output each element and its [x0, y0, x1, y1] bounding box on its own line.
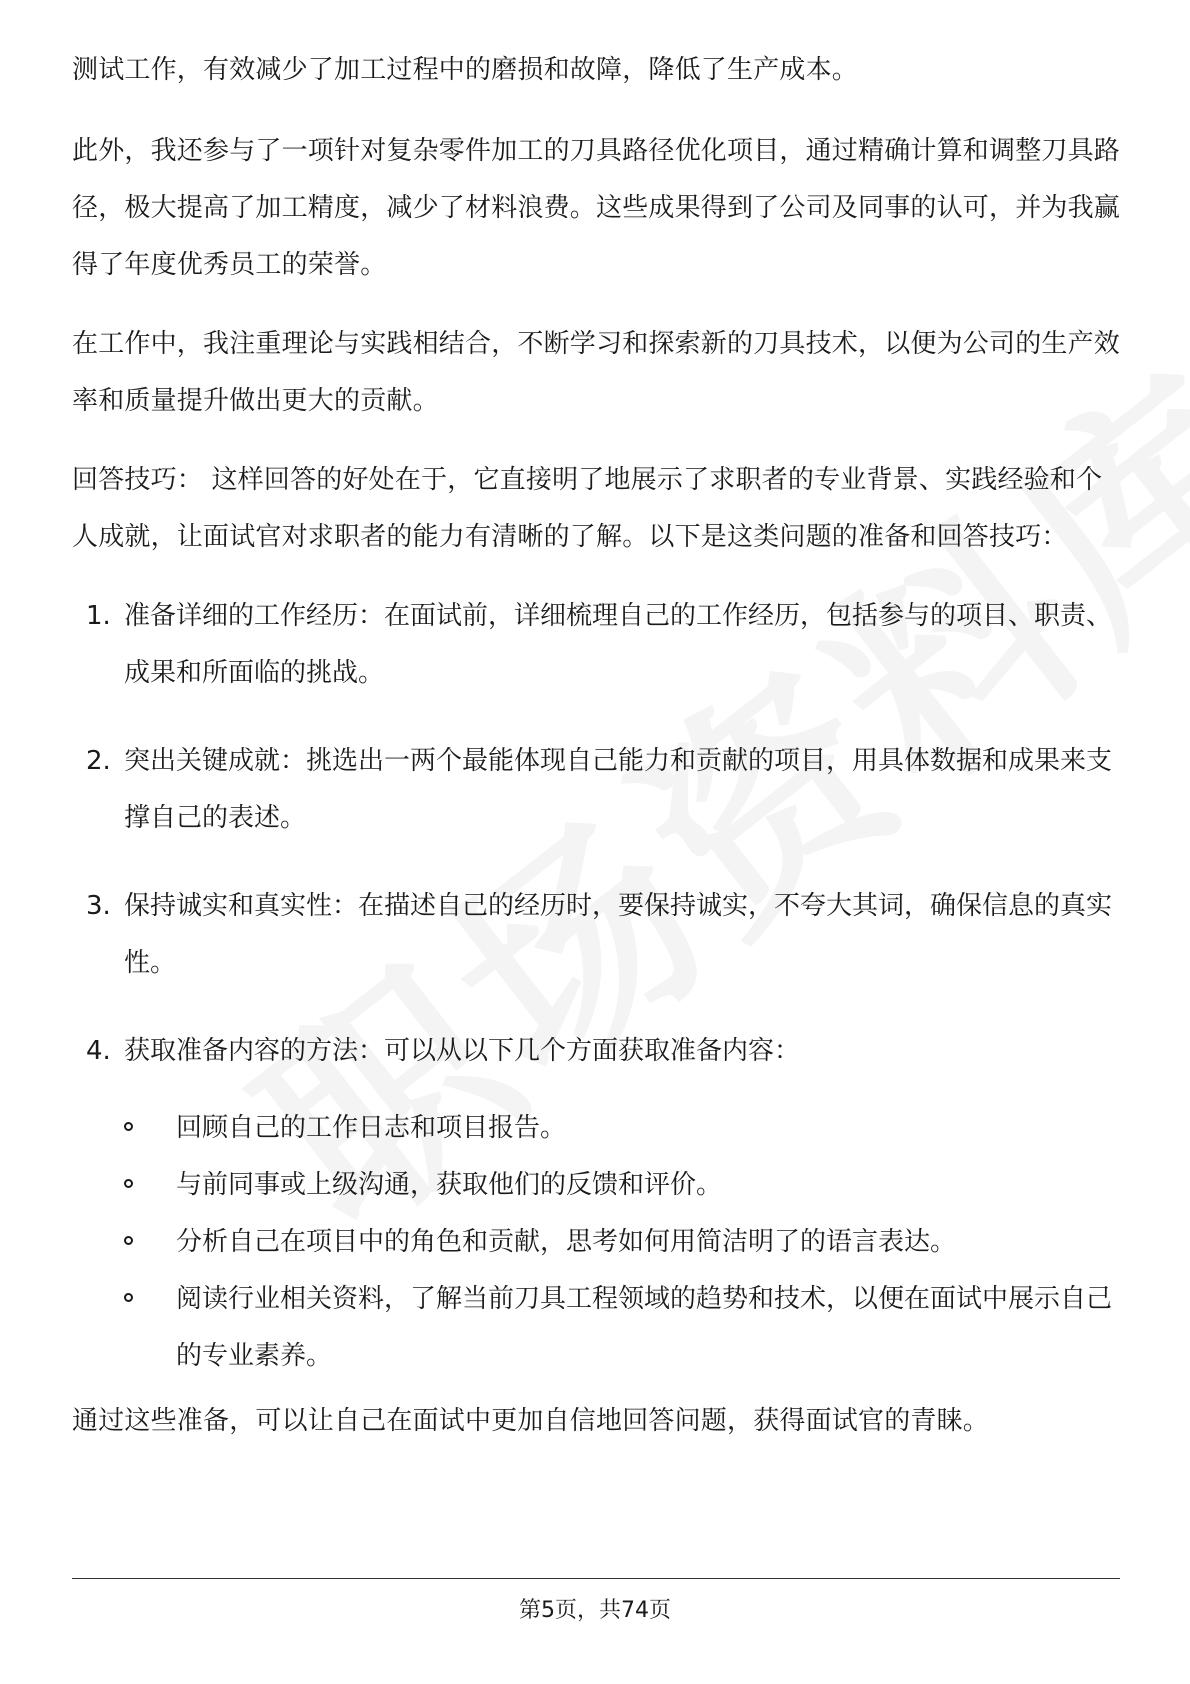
sub-bullet-list [124, 1100, 1120, 1385]
sub-list-item [124, 1100, 1120, 1157]
hollow-bullet-icon [124, 1293, 133, 1302]
tips-ordered-list [72, 588, 1120, 1385]
list-item-text: 突出关键成就：挑选出一两个最能体现自己能力和贡献的项目，用具体数据和成果来支撑自己的表述。 [124, 746, 1113, 833]
list-item [72, 878, 1120, 992]
paragraph-2: 此外，我还参与了一项针对复杂零件加工的刀具路径优化项目，通过精确计算和调整刀具路径，极大提高了加工精度，减少了材料浪费。这些成果得到了公司及同事的认可，并为我赢得了年度优秀员工的荣誉。 [72, 136, 1121, 280]
list-item-text: 准备详细的工作经历：在面试前，详细梳理自己的工作经历，包括参与的项目、职责、成果和所面临的挑战。 [124, 601, 1113, 688]
closing-paragraph: 通过这些准备，可以让自己在面试中更加自信地回答问题，获得面试官的青睐。 [72, 1406, 990, 1436]
list-item-text: 保持诚实和真实性：在描述自己的经历时，要保持诚实，不夸大其词，确保信息的真实性。 [124, 891, 1113, 978]
list-item-number: 4. [86, 1036, 111, 1066]
sub-list-item [124, 1157, 1120, 1214]
list-item [72, 1023, 1120, 1385]
sub-list-item-text: 回顾自己的工作日志和项目报告。 [176, 1113, 567, 1143]
hollow-bullet-icon [124, 1236, 133, 1245]
hollow-bullet-icon [124, 1179, 133, 1188]
list-item [72, 733, 1120, 847]
sub-list-item [124, 1271, 1120, 1385]
page-content [72, 42, 1120, 1472]
list-item-text: 获取准备内容的方法：可以从以下几个方面获取准备内容： [124, 1036, 801, 1066]
paragraph-answer-tips: 回答技巧： 这样回答的好处在于，它直接明了地展示了求职者的专业背景、实践经验和个人成就，让面试官对求职者的能力有清晰的了解。以下是这类问题的准备和回答技巧： [72, 465, 1103, 552]
sub-list-item [124, 1214, 1120, 1271]
sub-list-item-text: 分析自己在项目中的角色和贡献，思考如何用简洁明了的语言表达。 [176, 1227, 957, 1257]
hollow-bullet-icon [124, 1122, 133, 1131]
page-number: 第5页，共74页 [519, 1598, 671, 1623]
list-item-number: 1. [86, 601, 111, 631]
list-item-number: 2. [86, 746, 111, 776]
footer-divider [72, 1578, 1120, 1579]
paragraph-1: 测试工作，有效减少了加工过程中的磨损和故障，降低了生产成本。 [72, 55, 859, 85]
paragraph-3: 在工作中，我注重理论与实践相结合，不断学习和探索新的刀具技术，以便为公司的生产效率和质量提升做出更大的贡献。 [72, 329, 1121, 416]
list-item [72, 588, 1120, 702]
list-item-number: 3. [86, 891, 111, 921]
sub-list-item-text: 阅读行业相关资料，了解当前刀具工程领域的趋势和技术，以便在面试中展示自己的专业素养。 [176, 1284, 1113, 1371]
sub-list-item-text: 与前同事或上级沟通，获取他们的反馈和评价。 [176, 1170, 723, 1200]
